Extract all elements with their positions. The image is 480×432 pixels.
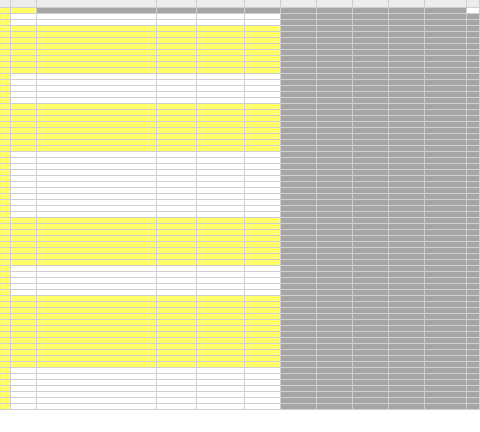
table-cell[interactable]	[245, 404, 281, 410]
table-cell[interactable]	[425, 404, 467, 410]
column-header[interactable]	[317, 0, 353, 8]
table-cell[interactable]	[11, 404, 37, 410]
column-header[interactable]	[281, 0, 317, 8]
column-header[interactable]	[197, 0, 245, 8]
column-header[interactable]	[157, 0, 197, 8]
table-cell[interactable]	[281, 404, 317, 410]
column-header[interactable]	[467, 0, 480, 8]
column-header[interactable]	[0, 0, 11, 8]
table-cell[interactable]	[467, 404, 480, 410]
column-header[interactable]	[11, 0, 37, 8]
column-header[interactable]	[245, 0, 281, 8]
column-header[interactable]	[353, 0, 389, 8]
column-header[interactable]	[425, 0, 467, 8]
table-cell[interactable]	[0, 404, 11, 410]
table-cell[interactable]	[197, 404, 245, 410]
table-cell[interactable]	[157, 404, 197, 410]
table-cell[interactable]	[353, 404, 389, 410]
column-header[interactable]	[37, 0, 157, 8]
column-header[interactable]	[389, 0, 425, 8]
table-cell[interactable]	[37, 404, 157, 410]
table-cell[interactable]	[317, 404, 353, 410]
table-cell[interactable]	[389, 404, 425, 410]
